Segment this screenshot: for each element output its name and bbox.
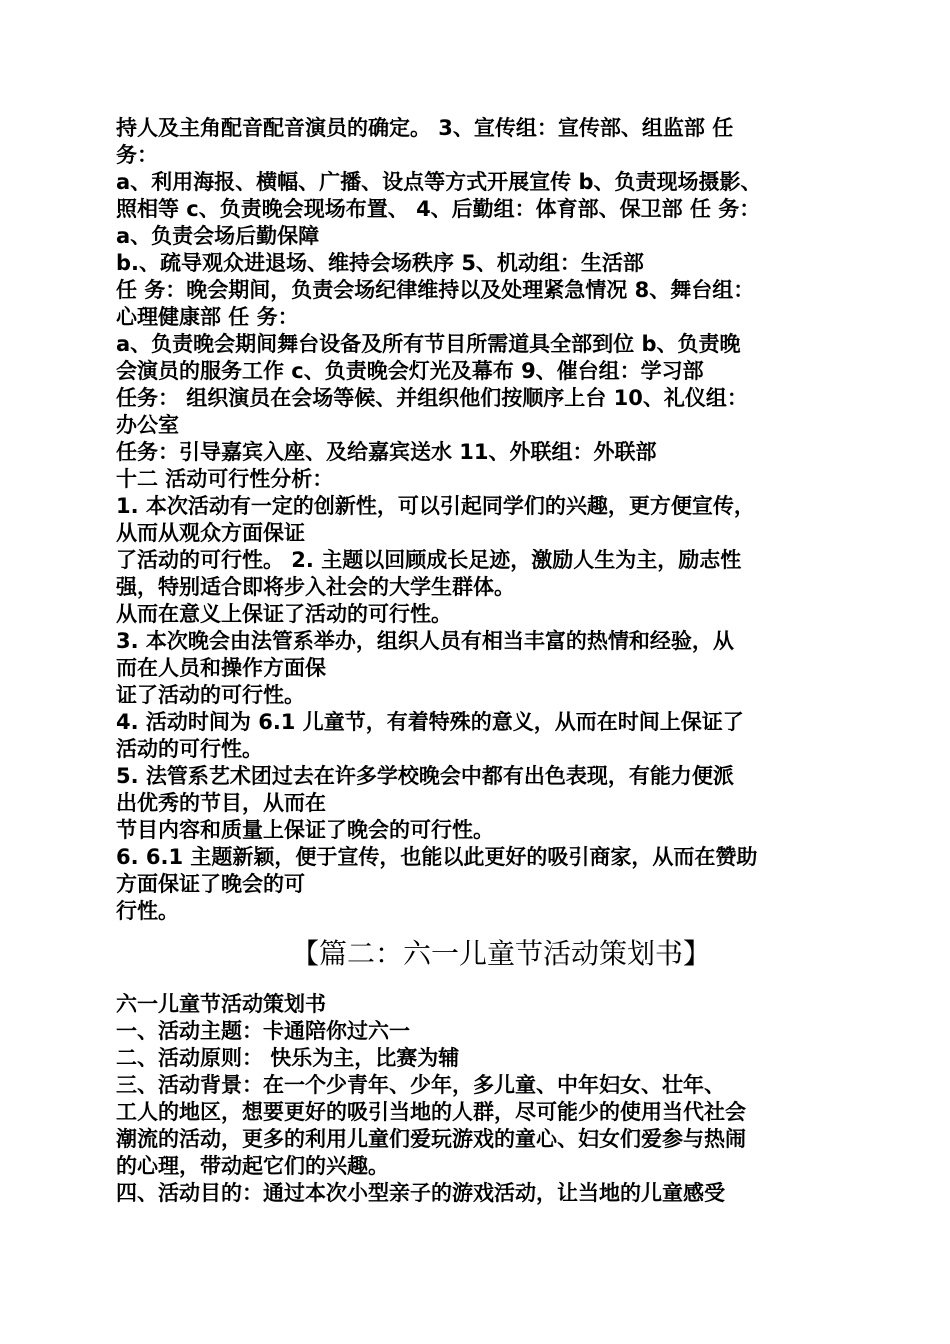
text-line: 的心理，带动起它们的兴趣。 xyxy=(116,1154,389,1178)
text-line: 出优秀的节目，从而在 xyxy=(116,791,326,815)
text-line: 3. 本次晚会由法管系举办，组织人员有相当丰富的热情和经验，从 xyxy=(116,629,734,653)
text-line: 任务：引导嘉宾入座、及给嘉宾送水 11、外联组：外联部 xyxy=(116,440,657,464)
text-line: 节目内容和质量上保证了晚会的可行性。 xyxy=(116,818,494,842)
text-line: 了活动的可行性。 2. 主题以回顾成长足迹，激励人生为主，励志性 xyxy=(116,548,742,572)
text-line: 证了活动的可行性。 xyxy=(116,683,305,707)
text-line: a、利用海报、横幅、广播、设点等方式开展宣传 b、负责现场摄影、 xyxy=(116,170,762,194)
text-line: 会演员的服务工作 c、负责晚会灯光及幕布 9、催台组：学习部 xyxy=(116,359,704,383)
text-line: 从而从观众方面保证 xyxy=(116,521,305,545)
text-line: 6. 6.1 主题新颖，便于宣传，也能以此更好的吸引商家，从而在赞助 xyxy=(116,845,758,869)
text-line: b.、疏导观众进退场、维持会场秩序 5、机动组：生活部 xyxy=(116,251,644,275)
document-body xyxy=(116,115,846,1207)
text-line: 活动的可行性。 xyxy=(116,737,263,761)
text-line: 工人的地区，想要更好的吸引当地的人群，尽可能少的使用当代社会 xyxy=(116,1100,746,1124)
text-line: 潮流的活动，更多的利用儿童们爱玩游戏的童心、妇女们爱参与热闹 xyxy=(116,1127,746,1151)
text-line: 任务： 组织演员在会场等候、并组织他们按顺序上台 10、礼仪组： xyxy=(116,386,748,410)
text-line: 二、活动原则： 快乐为主，比赛为辅 xyxy=(116,1046,460,1070)
text-line: 三、活动背景：在一个少青年、少年，多儿童、中年妇女、壮年、 xyxy=(116,1073,725,1097)
text-line: 1. 本次活动有一定的创新性，可以引起同学们的兴趣，更方便宣传， xyxy=(116,494,755,518)
text-line: 强，特别适合即将步入社会的大学生群体。 xyxy=(116,575,515,599)
plan-section-one xyxy=(116,115,846,925)
text-line: 而在人员和操作方面保 xyxy=(116,656,326,680)
text-line: 十二 活动可行性分析： xyxy=(116,467,334,491)
text-line: 务： xyxy=(116,143,158,167)
text-line: 方面保证了晚会的可 xyxy=(116,872,305,896)
text-line: 四、活动目的：通过本次小型亲子的游戏活动，让当地的儿童感受 xyxy=(116,1181,725,1205)
text-line: 心理健康部 任 务： xyxy=(116,305,299,329)
text-line: 照相等 c、负责晚会现场布置、 4、后勤组：体育部、保卫部 任 务： xyxy=(116,197,761,221)
section-heading: 【篇二：六一儿童节活动策划书】 xyxy=(290,937,711,970)
text-line: 行性。 xyxy=(116,899,179,923)
text-line: 4. 活动时间为 6.1 儿童节，有着特殊的意义，从而在时间上保证了 xyxy=(116,710,744,734)
text-line: a、负责晚会期间舞台设备及所有节目所需道具全部到位 b、负责晚 xyxy=(116,332,741,356)
text-line: 持人及主角配音配音演员的确定。 3、宣传组：宣传部、组监部 任 xyxy=(116,116,734,140)
text-line: 六一儿童节活动策划书 xyxy=(116,992,326,1016)
text-line: 从而在意义上保证了活动的可行性。 xyxy=(116,602,452,626)
text-line: 任 务：晚会期间，负责会场纪律维持以及处理紧急情况 8、舞台组： xyxy=(116,278,755,302)
plan-section-two xyxy=(116,991,846,1207)
text-line: 5. 法管系艺术团过去在许多学校晚会中都有出色表现，有能力便派 xyxy=(116,764,734,788)
text-line: 办公室 xyxy=(116,413,179,437)
text-line: a、负责会场后勤保障 xyxy=(116,224,320,248)
text-line: 一、活动主题：卡通陪你过六一 xyxy=(116,1019,410,1043)
